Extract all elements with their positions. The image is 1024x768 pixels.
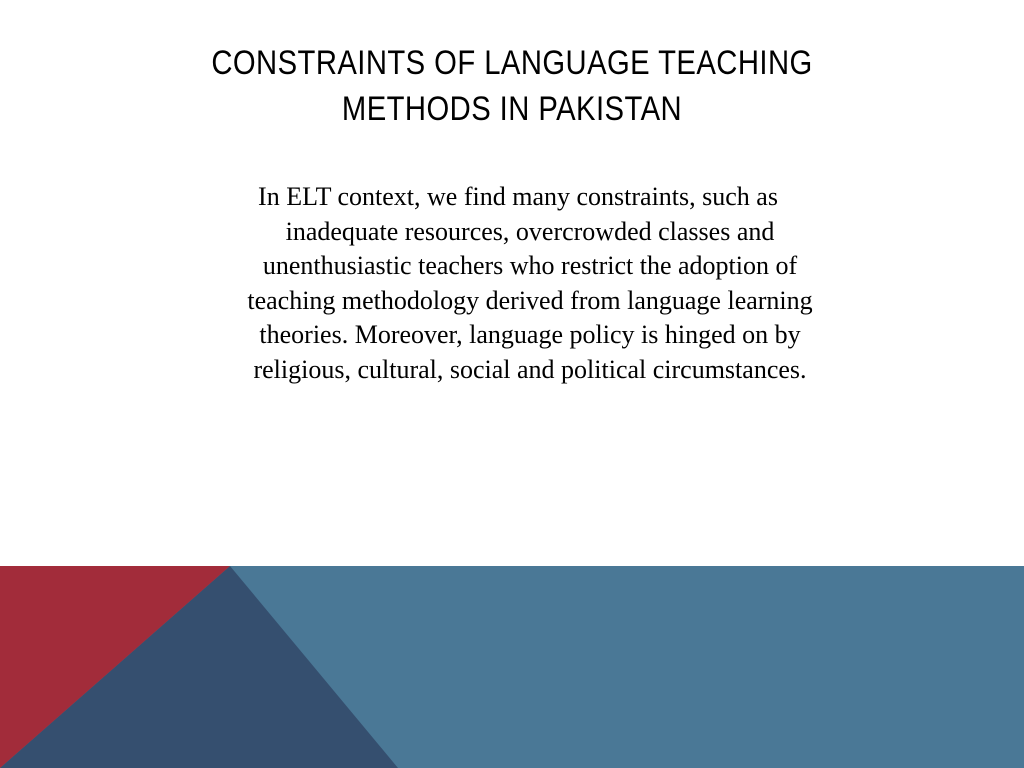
body-line: In ELT context, we find many constraints, such as	[258, 182, 778, 211]
decorative-footer-band	[0, 566, 1024, 768]
slide-body-text	[150, 180, 910, 387]
slide-title-line: METHODS IN PAKISTAN	[341, 90, 683, 128]
slide-title	[168, 40, 856, 132]
body-line: inadequate resources, overcrowded classes and	[285, 216, 775, 246]
body-line: unenthusiastic teachers who restrict the adoption of	[262, 251, 798, 280]
body-line: theories. Moreover, language policy is hinged on by	[259, 320, 801, 349]
body-line: teaching methodology derived from language learning	[247, 285, 813, 315]
slide-title-line: CONSTRAINTS OF LANGUAGE TEACHING	[211, 44, 813, 82]
body-line: religious, cultural, social and political circumstances.	[253, 354, 807, 384]
